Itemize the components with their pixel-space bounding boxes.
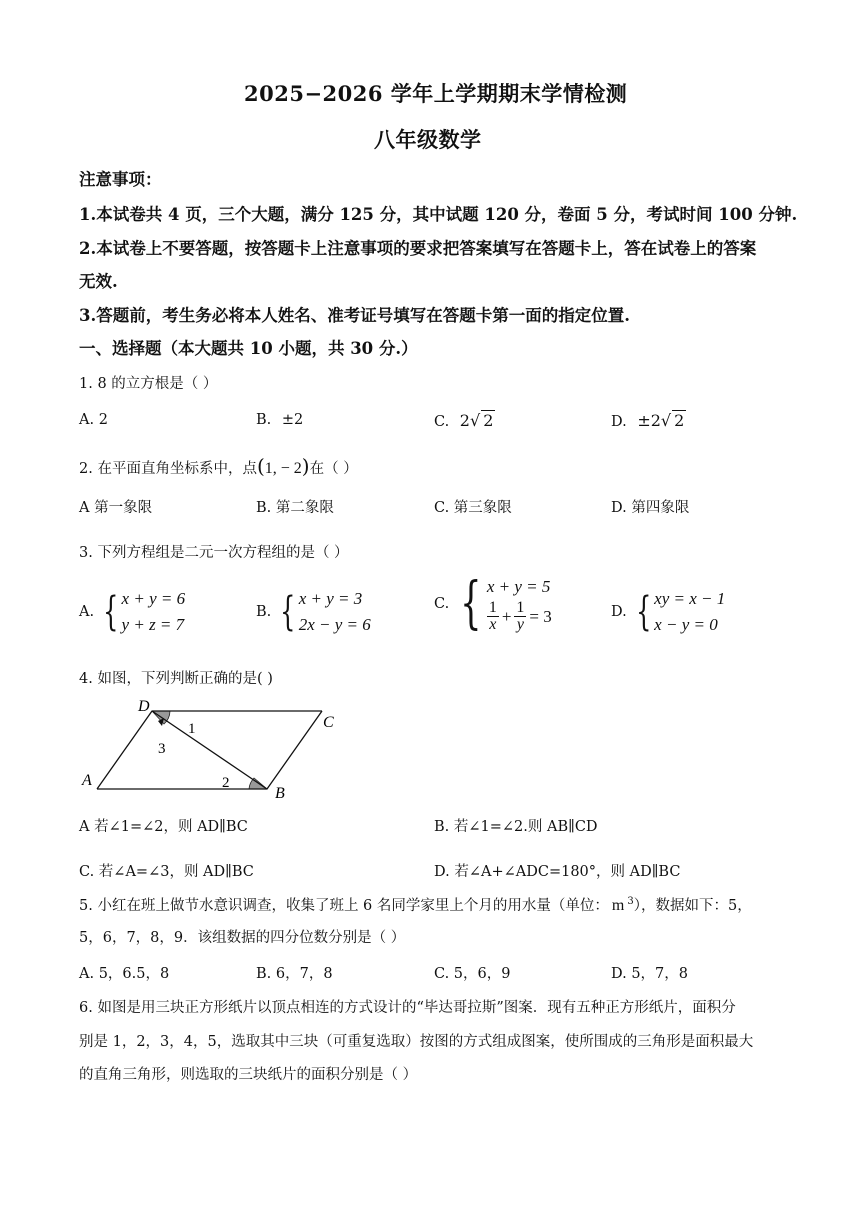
q5-stem-line2: 5，6，7，8，9．该组数据的四分位数分别是（ ） — [79, 930, 406, 946]
notes-heading: 注意事项： — [79, 170, 162, 189]
label-angle-2: 2 — [222, 775, 230, 791]
diagonal-db — [152, 711, 267, 789]
q4-figure — [78, 695, 348, 805]
note-item-2: 2.本试卷上不要答题，按答题卡上注意事项的要求把答案填写在答题卡上，答在试卷上的答案 — [79, 239, 757, 258]
side-ad — [97, 711, 152, 789]
q1-stem: 1. 8 的立方根是（ ） — [79, 376, 218, 392]
q3-option-b: B. { x + y = 3 2x − y = 6 — [256, 589, 371, 635]
label-c: C — [323, 714, 334, 731]
q2-option-d: D. 第四象限 — [611, 500, 690, 516]
note-item-2-cont: 无效. — [79, 272, 118, 291]
q3-stem: 3. 下列方程组是二元一次方程组的是（ ） — [79, 545, 349, 561]
q4-option-b: B. 若∠1=∠2.则 AB∥CD — [434, 819, 598, 835]
q6-stem-line3: 的直角三角形，则选取的三块纸片的面积分别是（ ） — [79, 1067, 418, 1083]
q6-stem-line1: 6. 如图是用三块正方形纸片以顶点相连的方式设计的“毕达哥拉斯”图案．现有五种正方形纸片，面积分 — [79, 1000, 736, 1016]
q4-option-c: C. 若∠A=∠3，则 AD∥BC — [79, 864, 254, 880]
q6-stem-line2: 别是 1，2，3，4，5，选取其中三块（可重复选取）按图的方式组成图案，使所围成的三角形是面积最大 — [79, 1034, 754, 1050]
label-a: A — [82, 772, 92, 789]
q1-option-d: D. ±2√ 2 — [611, 411, 685, 430]
q5-option-a: A. 5，6.5，8 — [79, 966, 170, 982]
note-item-1: 1.本试卷共 4 页，三个大题，满分 125 分，其中试题 120 分，卷面 5 分，考试时间 100 分钟. — [79, 205, 798, 224]
q3-option-d: D. { xy = x − 1 x − y = 0 — [611, 589, 726, 635]
q4-stem: 4. 如图，下列判断正确的是( ) — [79, 671, 273, 687]
q1-option-b: B. ±2 — [256, 412, 304, 428]
q4-option-d: D. 若∠A+∠ADC=180°，则 AD∥BC — [434, 864, 681, 880]
exam-subtitle: 八年级数学 — [374, 127, 482, 152]
q1-option-a: A. 2 — [79, 412, 108, 428]
label-angle-3: 3 — [158, 741, 166, 757]
q5-stem-line1: 5. 小红在班上做节水意识调查，收集了班上 6 名同学家里上个月的用水量（单位： m $^3$），数据如下：5， — [79, 896, 752, 914]
label-b: B — [275, 785, 285, 802]
q2-option-c: C. 第三象限 — [434, 500, 512, 516]
q2-option-b: B. 第二象限 — [256, 500, 334, 516]
q3-option-c: C. { x + y = 5 $\frac{1}{x}$ + $\frac{1}{y}$ = 3 — [434, 570, 552, 636]
q3-option-a: A. { x + y = 6 y + z = 7 — [79, 589, 186, 635]
q5-option-b: B. 6，7，8 — [256, 966, 333, 982]
q2-stem: 2. 在平面直角坐标系中，点(1, − 2)在（ ） — [79, 454, 358, 478]
section-heading: 一、选择题（本大题共 10 小题，共 30 分.） — [79, 339, 418, 358]
label-angle-1: 1 — [188, 721, 196, 737]
q1-option-c: C. 2√ 2 — [434, 411, 494, 430]
exam-title: 2025−2026 学年上学期期末学情检测 — [244, 81, 628, 106]
side-bc — [267, 711, 322, 789]
q2-option-a: A 第一象限 — [79, 500, 153, 516]
q5-option-c: C. 5，6，9 — [434, 966, 511, 982]
note-item-3: 3.答题前，考生务必将本人姓名、准考证号填写在答题卡第一面的指定位置. — [79, 306, 630, 325]
label-d: D — [138, 698, 150, 715]
q5-option-d: D. 5，7，8 — [611, 966, 689, 982]
q4-option-a: A 若∠1=∠2，则 AD∥BC — [79, 819, 248, 835]
